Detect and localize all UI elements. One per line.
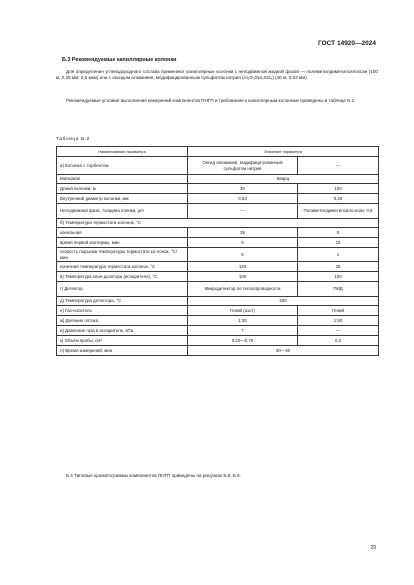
- param-value-span: 200: [188, 297, 379, 306]
- param-value-2: 25: [298, 262, 379, 272]
- param-value-1: Оксид алюминия, модифици-рованный сульфатом натрия: [188, 157, 298, 175]
- param-value-1: 120: [188, 262, 298, 272]
- table-row: [57, 272, 379, 282]
- param-label: начальная: [57, 228, 188, 238]
- param-value-1: 35: [188, 228, 298, 238]
- note-paragraph: Б.4 Типовые хроматограммы компонентов ПНГП приведены на рисунках Б.8, Б.9.: [66, 473, 241, 478]
- param-value-1: 5: [188, 248, 298, 262]
- header-parameter: Наименование параметра: [57, 147, 188, 157]
- table-row: [57, 262, 379, 272]
- table-row: [57, 157, 379, 175]
- conditions-table: [56, 146, 379, 356]
- table-header-row: [57, 147, 379, 157]
- table-row: [57, 184, 379, 194]
- param-label: к) Объем пробы, см³: [57, 336, 188, 346]
- param-label: а) Колонка с сорбентом: [57, 157, 188, 175]
- param-value-1: 0,53: [188, 194, 298, 204]
- param-value-2: 1:50: [298, 316, 379, 326]
- param-label: д) Температура детектора, °С: [57, 297, 188, 306]
- param-value-2: 0,2: [298, 336, 379, 346]
- param-value-2: 100: [298, 184, 379, 194]
- param-label: в) Температура клин-дозатора (испарителя), °С: [57, 272, 188, 282]
- table-row: [57, 297, 379, 306]
- param-label: и) Давление газа в испарителе, кПа: [57, 326, 188, 336]
- param-label: е) Газ-носитель: [57, 306, 188, 316]
- table-row: [57, 282, 379, 297]
- param-value-1: Гелий (азот): [188, 306, 298, 316]
- table-row: [57, 326, 379, 336]
- param-label: Материал: [57, 175, 188, 184]
- param-value-2: ПИД: [298, 282, 379, 297]
- param-value-1: 7: [188, 326, 298, 336]
- param-value-2: 0,25: [298, 194, 379, 204]
- table-row: [57, 219, 379, 228]
- param-value-1: —: [188, 204, 298, 219]
- param-label: Длина колонки, м: [57, 184, 188, 194]
- param-value-2: —: [298, 326, 379, 336]
- param-value-1: Микродетектор по теплопроводности: [188, 282, 298, 297]
- table-caption: Таблица Б.2: [56, 137, 90, 142]
- param-label: Неподвижная фаза, толщина пленки, µm: [57, 204, 188, 219]
- param-value-2: —: [298, 157, 379, 175]
- param-value-1: 0,20—0,75: [188, 336, 298, 346]
- paragraph-2: Рекомендуемые условия выполнения измерений компонентов ПНГП и требования к капиллярным колонкам приведены в таблице Б.2.: [66, 98, 356, 103]
- param-value-2: 1: [298, 248, 379, 262]
- param-label: б) Температура термостата колонок, °С: [57, 219, 379, 228]
- table-row: [57, 204, 379, 219]
- param-value-1: 0: [188, 238, 298, 248]
- table-row: [57, 194, 379, 204]
- param-value-2: 100: [298, 272, 379, 282]
- table-row: [57, 346, 379, 356]
- header-value: Значение параметра: [188, 147, 379, 157]
- table-row: [57, 175, 379, 184]
- page-number: 29: [370, 545, 376, 551]
- param-label: ж) Деление потока: [57, 316, 188, 326]
- param-value-1: 100: [188, 272, 298, 282]
- table-row: [57, 228, 379, 238]
- param-value-span: 30—40: [188, 346, 379, 356]
- param-label: л) Время измерений, мин: [57, 346, 188, 356]
- param-value-span: Кварц: [188, 175, 379, 184]
- table-row: [57, 248, 379, 262]
- param-label: скорость подъема температуры термостата ко-лонок, °С/мин: [57, 248, 188, 262]
- param-label: время первой изотермы, мин: [57, 238, 188, 248]
- param-value-2: Гелий: [298, 306, 379, 316]
- param-label: конечная температура термостата колонок, °С: [57, 262, 188, 272]
- param-value-2: Полиметилдиметилсило-ксан, 0,5: [298, 204, 379, 219]
- section-heading: Б.3 Рекомендуемые капиллярные колонки: [62, 57, 177, 63]
- param-label: г) Детектор: [57, 282, 188, 297]
- table-row: [57, 238, 379, 248]
- table-row: [57, 306, 379, 316]
- paragraph-1: Для определения углеводородного состава применяют капиллярные колонки с неподвижной жидкой фазой — полиметилдиметилсилоксан (100 м, 0,25 мм; 0,5 мкм) или с оксидом алюминия, модифицированным сульфатом натрия (Al₂O₃/Na₂SO₄) (30 м; 0,53 мм).: [56, 69, 378, 81]
- table-row: [57, 336, 379, 346]
- param-value-1: 1:30: [188, 316, 298, 326]
- standard-number: ГОСТ 14920—2024: [318, 40, 376, 47]
- param-value-2: 0: [298, 228, 379, 238]
- table-row: [57, 316, 379, 326]
- param-label: Внутренний диаметр колонки, мм: [57, 194, 188, 204]
- param-value-1: 30: [188, 184, 298, 194]
- param-value-2: 15: [298, 238, 379, 248]
